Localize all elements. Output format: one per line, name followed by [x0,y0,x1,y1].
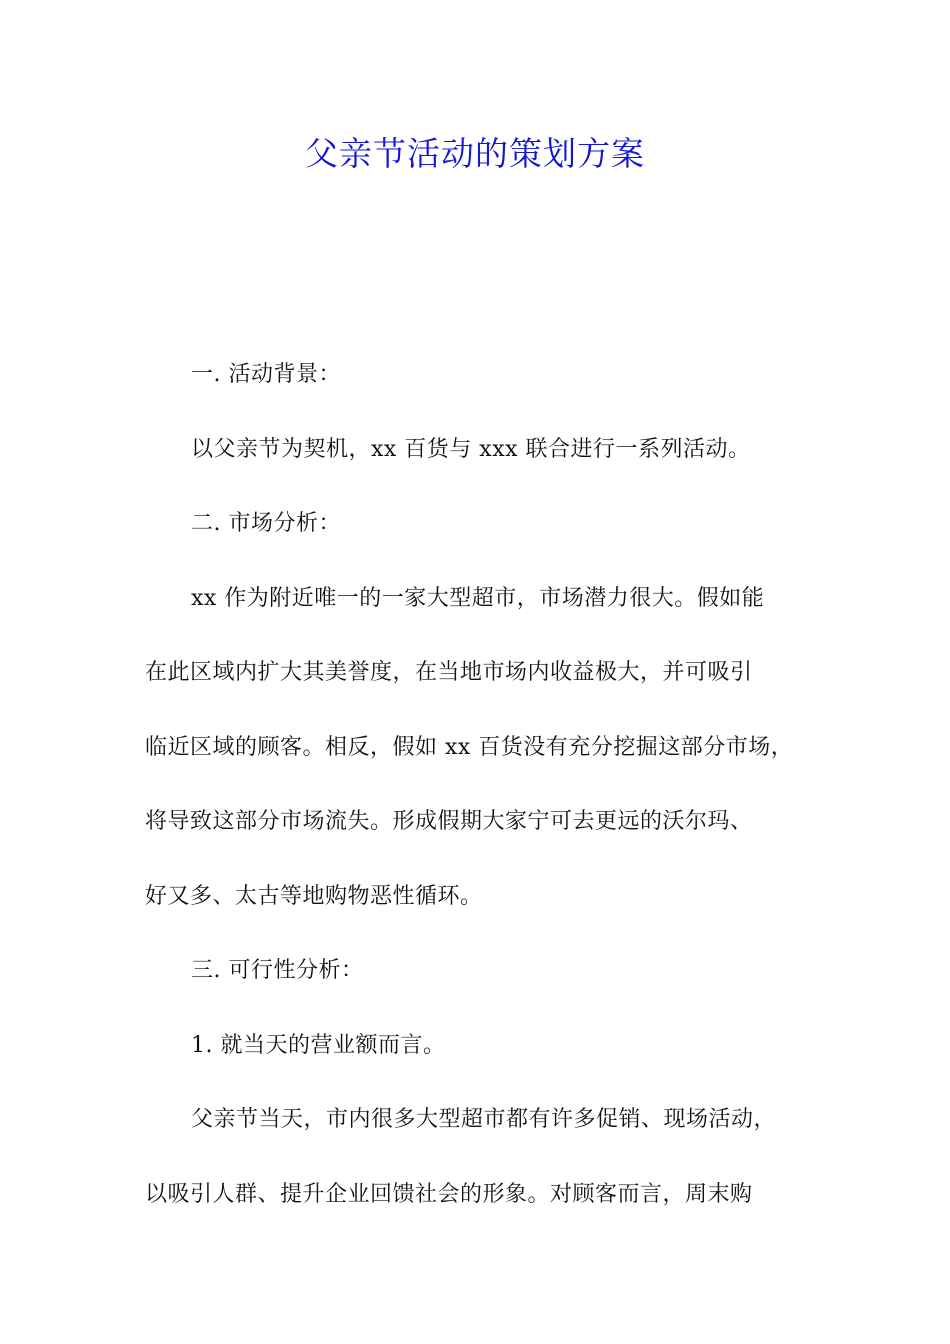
document-title: 父亲节活动的策划方案 [305,134,645,173]
paragraph-line: 父亲节当天，市内很多大型超市都有许多促销、现场活动， [191,1107,777,1132]
paragraph-line: 好又多、太古等地购物恶性循环。 [145,883,483,909]
paragraph-line: 将导致这部分市场流失。形成假期大家宁可去更远的沃尔玛、 [145,809,753,834]
paragraph-line: 以父亲节为契机，xx 百货与 xxx 联合进行一系列活动。 [191,436,751,462]
subsection-heading: 1. 就当天的营业额而言。 [191,1032,446,1058]
section-heading-market: 二. 市场分析： [191,511,341,536]
document-body [145,338,825,1232]
section-heading-background: 一. 活动背景： [191,362,341,387]
paragraph-line: 临近区域的顾客。相反，假如 xx 百货没有充分挖掘这部分市场， [145,734,794,760]
paragraph-line: 在此区域内扩大其美誉度，在当地市场内收益极大，并可吸引 [145,660,753,685]
paragraph-line: xx 作为附近唯一的一家大型超市，市场潜力很大。假如能 [191,585,765,611]
section-heading-feasibility: 三. 可行性分析： [191,958,364,983]
paragraph-line: 以吸引人群、提升企业回馈社会的形象。对顾客而言，周末购 [145,1181,753,1207]
